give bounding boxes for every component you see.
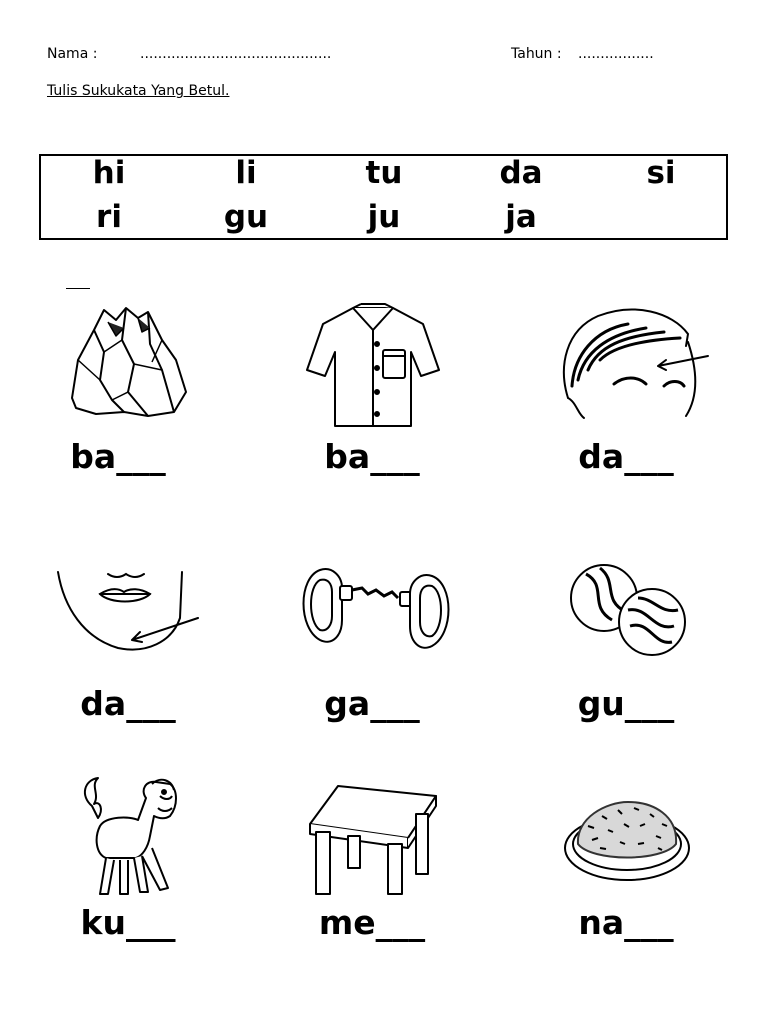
forehead-icon [554, 306, 714, 422]
nama-label: Nama : [47, 46, 98, 62]
word-prompt[interactable]: gu___ [577, 684, 675, 723]
syllable: ri [96, 199, 122, 235]
tahun-field[interactable]: ................. [578, 46, 654, 62]
syllable: li [235, 155, 257, 191]
word-prompt[interactable]: me___ [318, 903, 426, 942]
tahun-label: Tahun : [511, 46, 562, 62]
rock-icon [64, 300, 192, 422]
syllable: tu [365, 155, 403, 191]
rice-plate-icon [562, 796, 692, 884]
nama-field[interactable]: ........................................... [140, 46, 332, 62]
syllable: si [646, 155, 676, 191]
word-prompt[interactable]: da___ [80, 684, 176, 723]
chin-icon [54, 558, 210, 662]
word-prompt[interactable]: na___ [578, 903, 674, 942]
shirt-icon [303, 300, 443, 432]
syllable: hi [92, 155, 126, 191]
syllable: ju [367, 199, 401, 235]
word-prompt[interactable]: ba___ [70, 437, 166, 476]
word-prompt[interactable]: ba___ [324, 437, 420, 476]
word-prompt[interactable]: ga___ [324, 684, 420, 723]
word-prompt[interactable]: ku___ [80, 903, 176, 942]
horse-icon [76, 776, 182, 904]
word-prompt[interactable]: da___ [578, 437, 674, 476]
table-icon [308, 784, 438, 898]
syllable: gu [223, 199, 269, 235]
handcuffs-icon [298, 564, 454, 654]
instruction: Tulis Sukukata Yang Betul. [47, 83, 230, 99]
syllable: ja [505, 199, 537, 235]
syllable: da [499, 155, 543, 191]
marbles-icon [568, 562, 690, 660]
divider [66, 288, 90, 289]
